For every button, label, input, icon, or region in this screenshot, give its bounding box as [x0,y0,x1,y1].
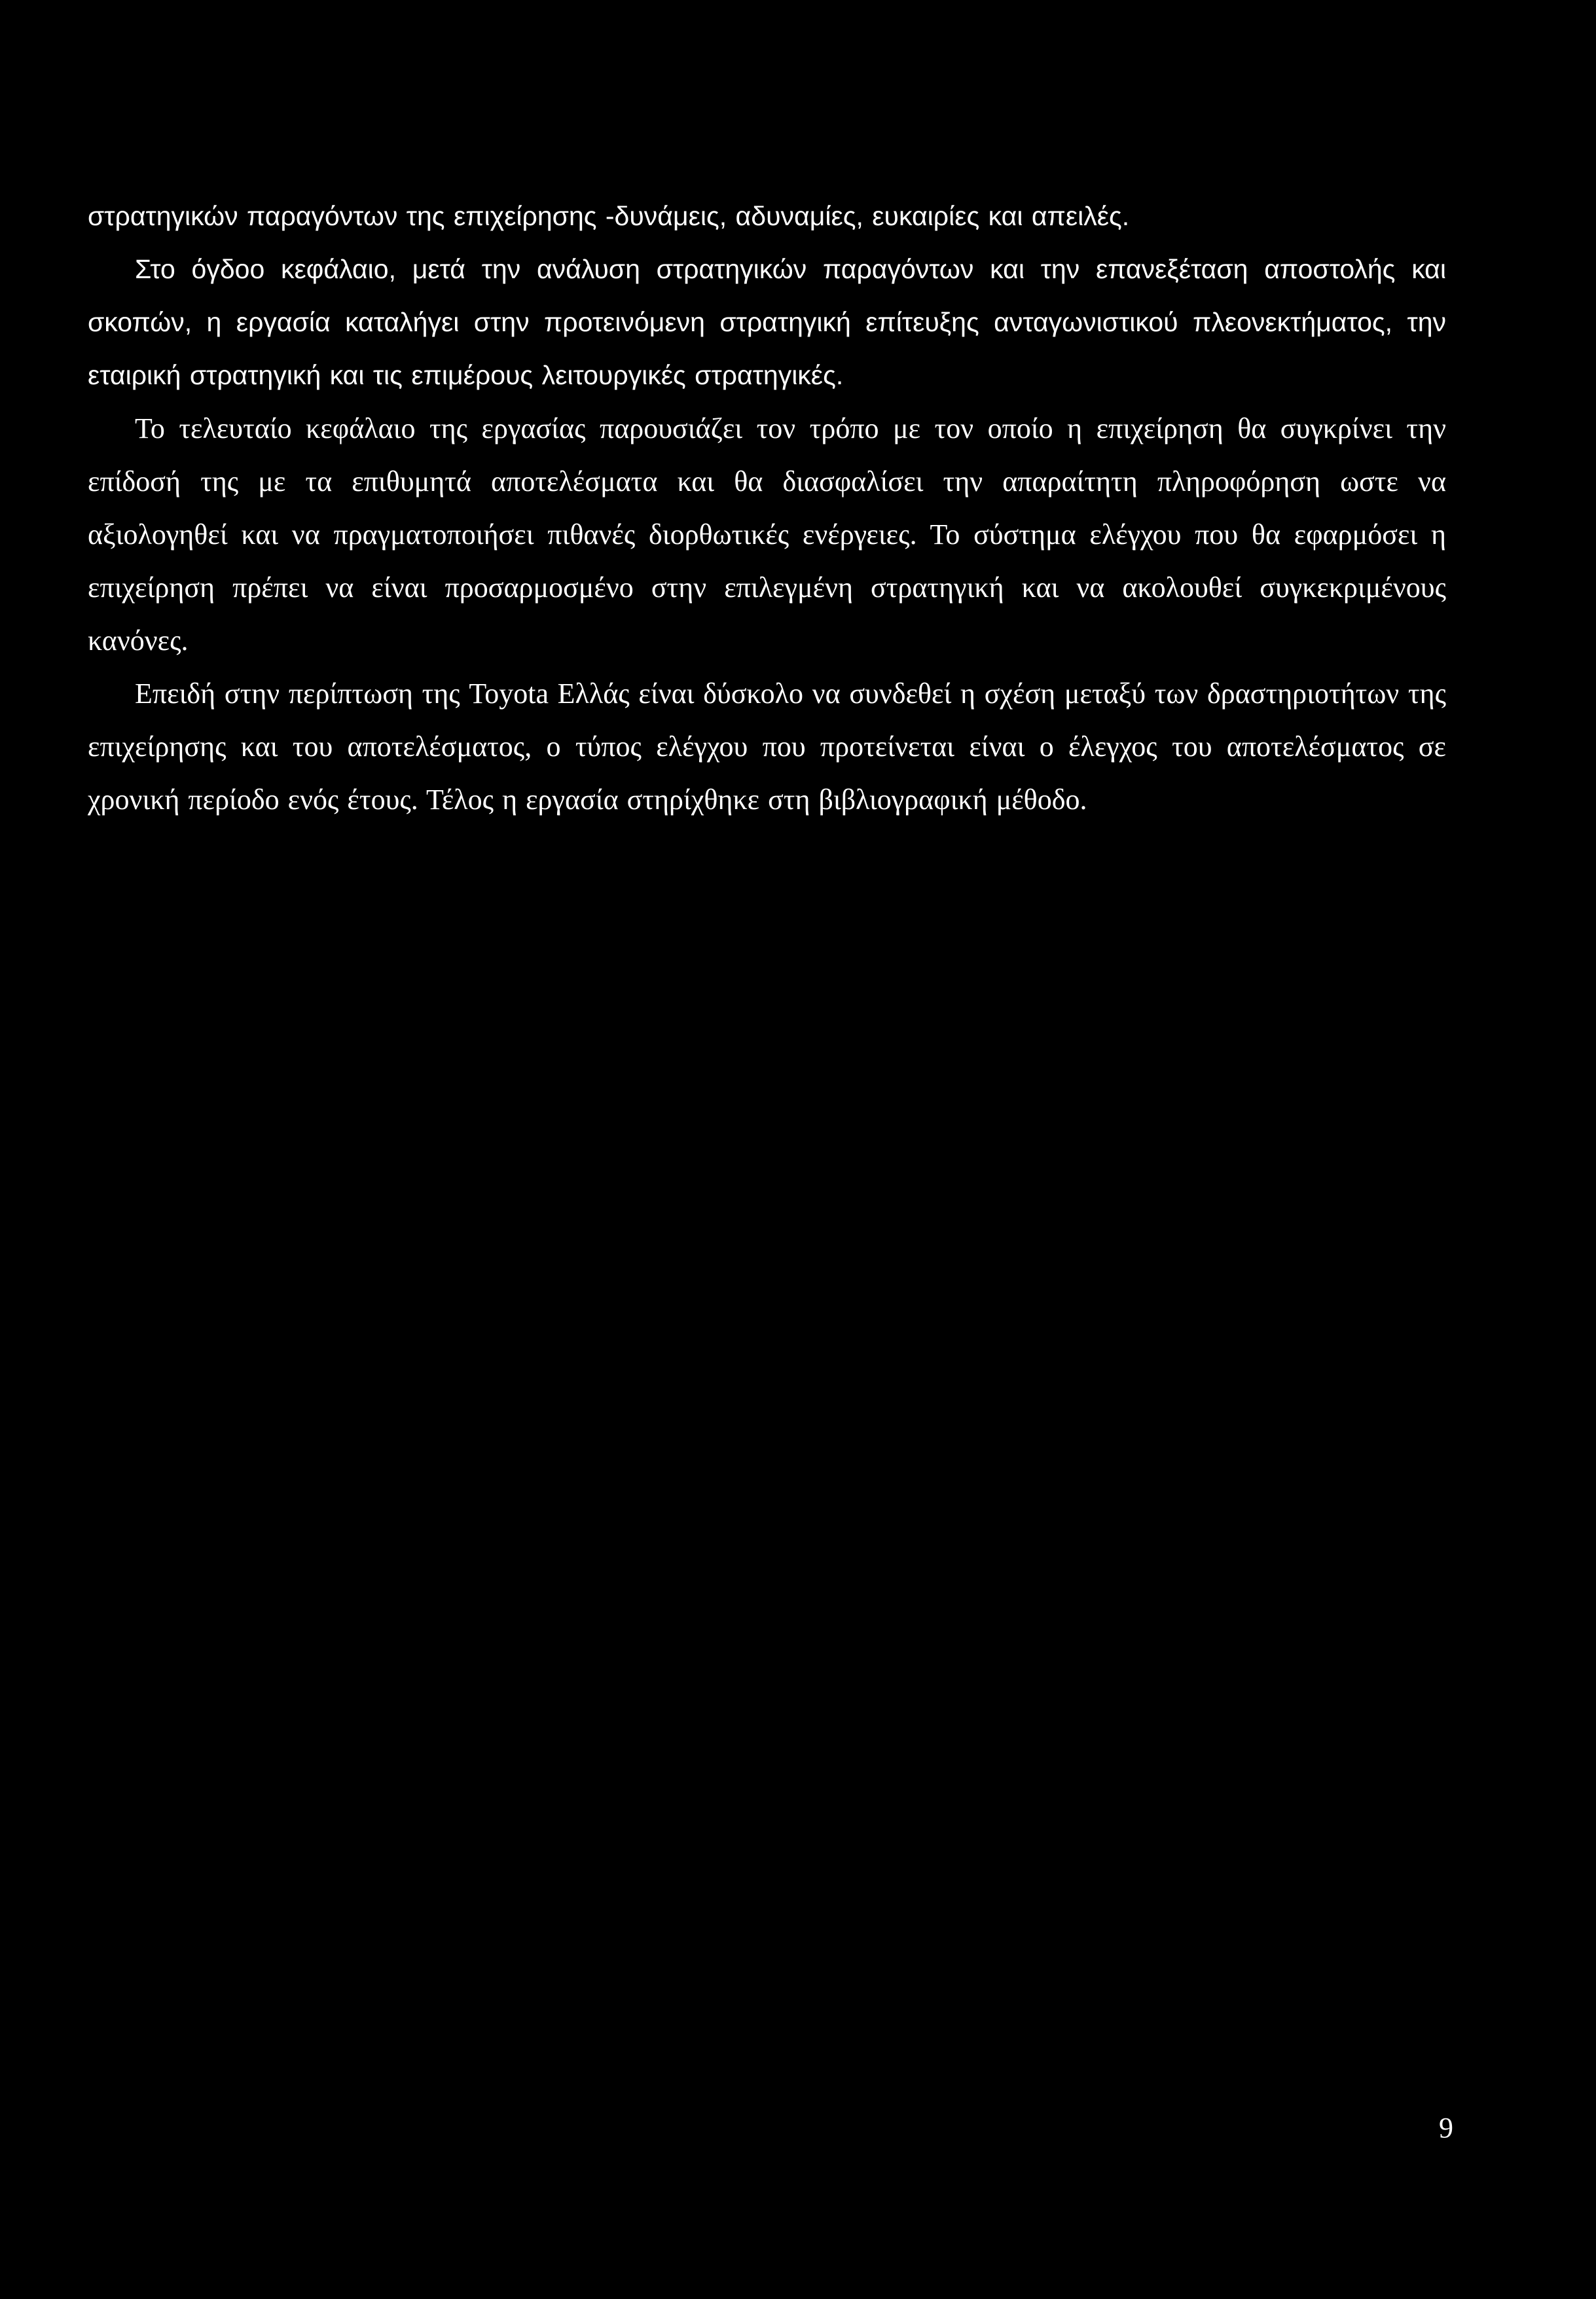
body-text [88,190,1446,826]
page-number: 9 [1439,2112,1453,2144]
paragraph-toyota-control: Επειδή στην περίπτωση της Toyota Ελλάς είναι δύσκολο να συνδεθεί η σχέση μεταξύ των δραστηριοτήτων της επιχείρησης και του αποτελέσματος, ο τύπος ελέγχου που προτείνεται είναι ο έλεγχος του αποτελέσματος σε χρονική περίοδο ενός έτους. Τέλος η εργασία στηρίχθηκε στη βιβλιογραφική μέθοδο. [88,678,1446,816]
paragraph-final-chapter: Το τελευταίο κεφάλαιο της εργασίας παρουσιάζει τον τρόπο με τον οποίο η επιχείρηση θα συγκρίνει την επίδοσή της με τα επιθυμητά αποτελέσματα και θα διασφαλίσει την απαραίτητη πληροφόρηση ωστε να αξιολογηθεί και να πραγματοποιήσει πιθανές διορθωτικές ενέργειες. Το σύστημα ελέγχου που θα εφαρμόσει η επιχείρηση πρέπει να είναι προσαρμοσμένο στην επιλεγμένη στρατηγική και να ακολουθεί συγκεκριμένους κανόνες. [88,412,1446,657]
paragraph-swot-continuation: στρατηγικών παραγόντων της επιχείρησης -δυνάμεις, αδυναμίες, ευκαιρίες και απειλές. [88,201,1130,231]
paragraph-chapter-eight: Στο όγδοο κεφάλαιο, μετά την ανάλυση στρατηγικών παραγόντων και την επανεξέταση αποστολής και σκοπών, η εργασία καταλήγει στην προτεινόμενη στρατηγική επίτευξης ανταγωνιστικού πλεονεκτήματος, την εταιρική στρατηγική και τις επιμέρους λειτουργικές στρατηγικές. [88,254,1446,390]
